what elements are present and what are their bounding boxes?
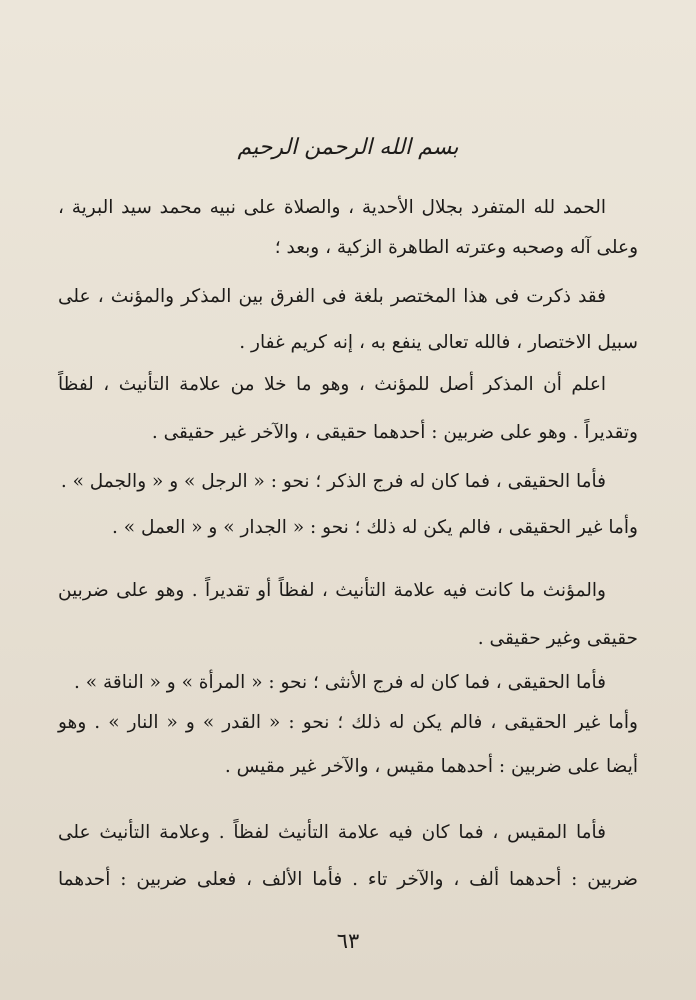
text-line-3: فقد ذكرت فى هذا المختصر بلغة فى الفرق بين المذكر والمؤنث ، على (58, 286, 606, 307)
page-number: ٦٣ (336, 929, 360, 953)
text-line-1: الحمد لله المتفرد بجلال الأحدية ، والصلاة على نبيه محمد سيد البرية ، (58, 197, 606, 218)
text-line-4: سبيل الاختصار ، فالله تعالى ينفع به ، إنه كريم غفار . (239, 332, 638, 353)
text-line-15: ضربين : أحدهما ألف ، والآخر تاء . فأما الألف ، فعلى ضربين : أحدهما (58, 869, 638, 890)
text-line-9: والمؤنث ما كانت فيه علامة التأنيث ، لفظاً أو تقديراً . وهو على ضربين (58, 580, 606, 601)
text-line-12: وأما غير الحقيقى ، فالم يكن له ذلك ؛ نحو : « القدر » و « النار » . وهو (58, 712, 638, 733)
text-line-2: وعلى آله وصحبه وعترته الطاهرة الزكية ، وبعد ؛ (274, 237, 638, 258)
text-line-11: فأما الحقيقى ، فما كان له فرج الأنثى ؛ نحو : « المرأة » و « الناقة » . (73, 672, 606, 693)
text-line-13: أيضا على ضربين : أحدهما مقيس ، والآخر غير مقيس . (224, 756, 638, 777)
text-line-6: وتقديراً . وهو على ضربين : أحدهما حقيقى ، والآخر غير حقيقى . (151, 422, 638, 443)
text-line-14: فأما المقيس ، فما كان فيه علامة التأنيث لفظاً . وعلامة التأنيث على (58, 822, 606, 843)
text-line-5: اعلم أن المذكر أصل للمؤنث ، وهو ما خلا من علامة التأنيث ، لفظاً (58, 374, 606, 395)
text-line-8: وأما غير الحقيقى ، فالم يكن له ذلك ؛ نحو : « الجدار » و « العمل » . (111, 517, 638, 538)
basmala-heading: بسم الله الرحمن الرحيم (237, 135, 459, 160)
text-line-7: فأما الحقيقى ، فما كان له فرج الذكر ؛ نحو : « الرجل » و « والجمل » . (60, 471, 606, 492)
text-line-10: حقيقى وغير حقيقى . (477, 628, 638, 649)
